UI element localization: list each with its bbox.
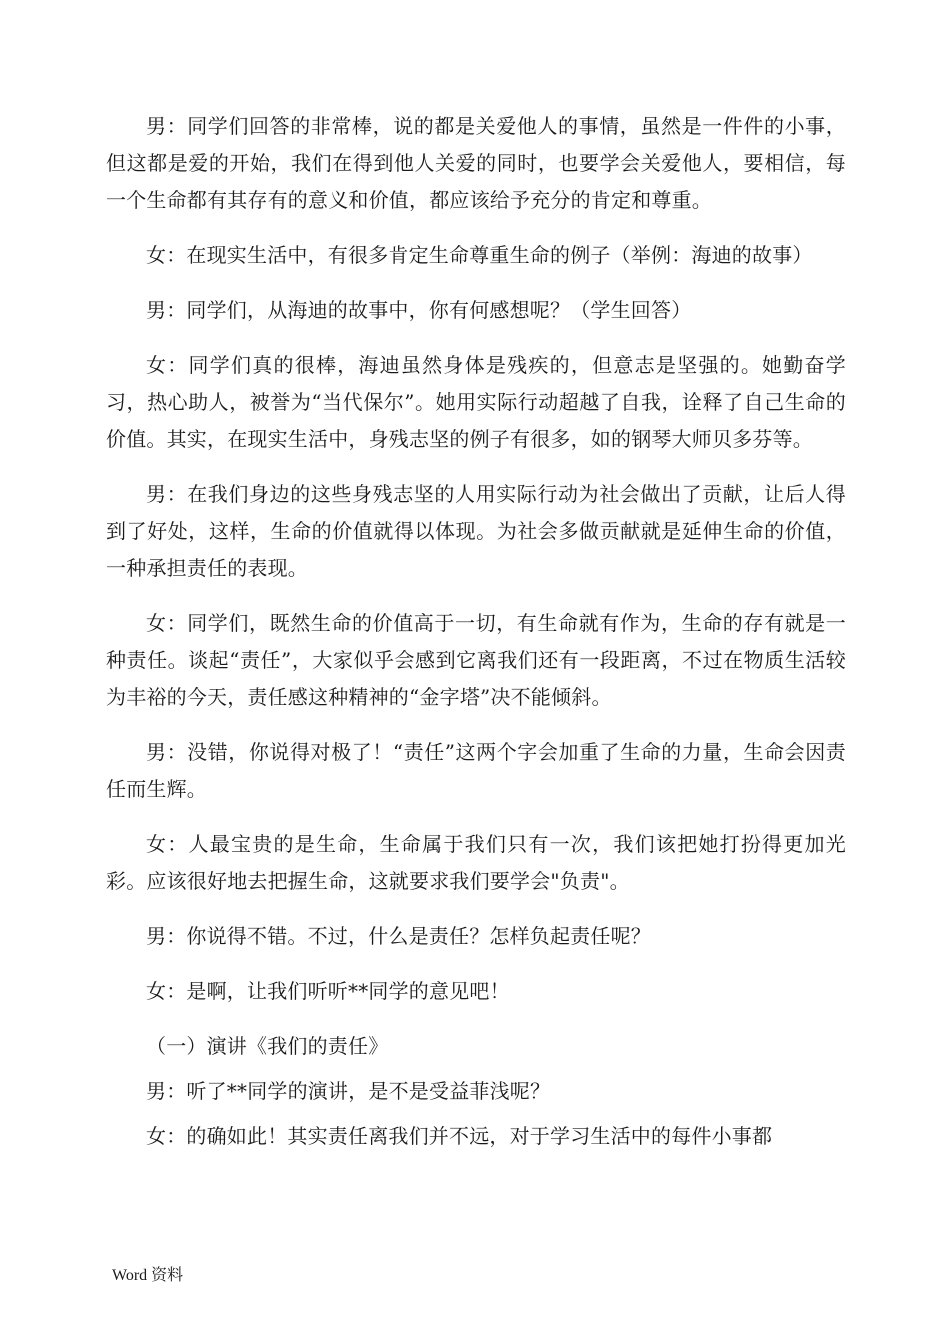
paragraph: 女：是啊，让我们听听**同学的意见吧！	[146, 979, 510, 1003]
paragraph: 女：在现实生活中，有很多肯定生命尊重生命的例子（举例：海迪的故事）	[146, 243, 813, 267]
paragraph: 男：在我们身边的这些身残志坚的人用实际行动为社会做出了贡献，让后人得到了好处，这样，生命的价值就得以体现。为社会多做贡献就是延伸生命的价值，一种承担责任的表现。	[106, 482, 846, 580]
paragraph: 男：你说得不错。不过，什么是责任？怎样负起责任呢？	[146, 924, 651, 948]
paragraph: 女：同学们，既然生命的价值高于一切，有生命就有作为，生命的存有就是一种责任。谈起“责任”，大家似乎会感到它离我们还有一段距离，不过在物质生活较为丰裕的今天，责任感这种精神的“金字塔”决不能倾斜。	[106, 611, 846, 709]
paragraph: 男：同学们，从海迪的故事中，你有何感想呢？（学生回答）	[146, 298, 692, 322]
paragraph: 女：的确如此！其实责任离我们并不远，对于学习生活中的每件小事都	[146, 1124, 773, 1148]
paragraph: 男：同学们回答的非常棒，说的都是关爱他人的事情，虽然是一件件的小事，但这都是爱的开始，我们在得到他人关爱的同时，也要学会关爱他人，要相信，每一个生命都有其存有的意义和价值，都应该给予充分的肯定和尊重。	[106, 114, 846, 212]
paragraph: 男：没错，你说得对极了！“责任”这两个字会加重了生命的力量，生命会因责任而生辉。	[106, 740, 846, 801]
paragraph: 女：同学们真的很棒，海迪虽然身体是残疾的，但意志是坚强的。她勤奋学习，热心助人，被誉为“当代保尔”。她用实际行动超越了自我，诠释了自己生命的价值。其实，在现实生活中，身残志坚的例子有很多，如的钢琴大师贝多芬等。	[106, 353, 846, 451]
paragraph: 男：听了**同学的演讲，是不是受益菲浅呢？	[146, 1079, 551, 1103]
document-body	[106, 108, 846, 1163]
paragraph: 女：人最宝贵的是生命，生命属于我们只有一次，我们该把她打扮得更加光彩。应该很好地去把握生命，这就要求我们要学会"负责"。	[106, 832, 846, 893]
page-footer-label: Word 资料	[112, 1267, 184, 1284]
section-heading: （一）演讲《我们的责任》	[146, 1034, 389, 1058]
